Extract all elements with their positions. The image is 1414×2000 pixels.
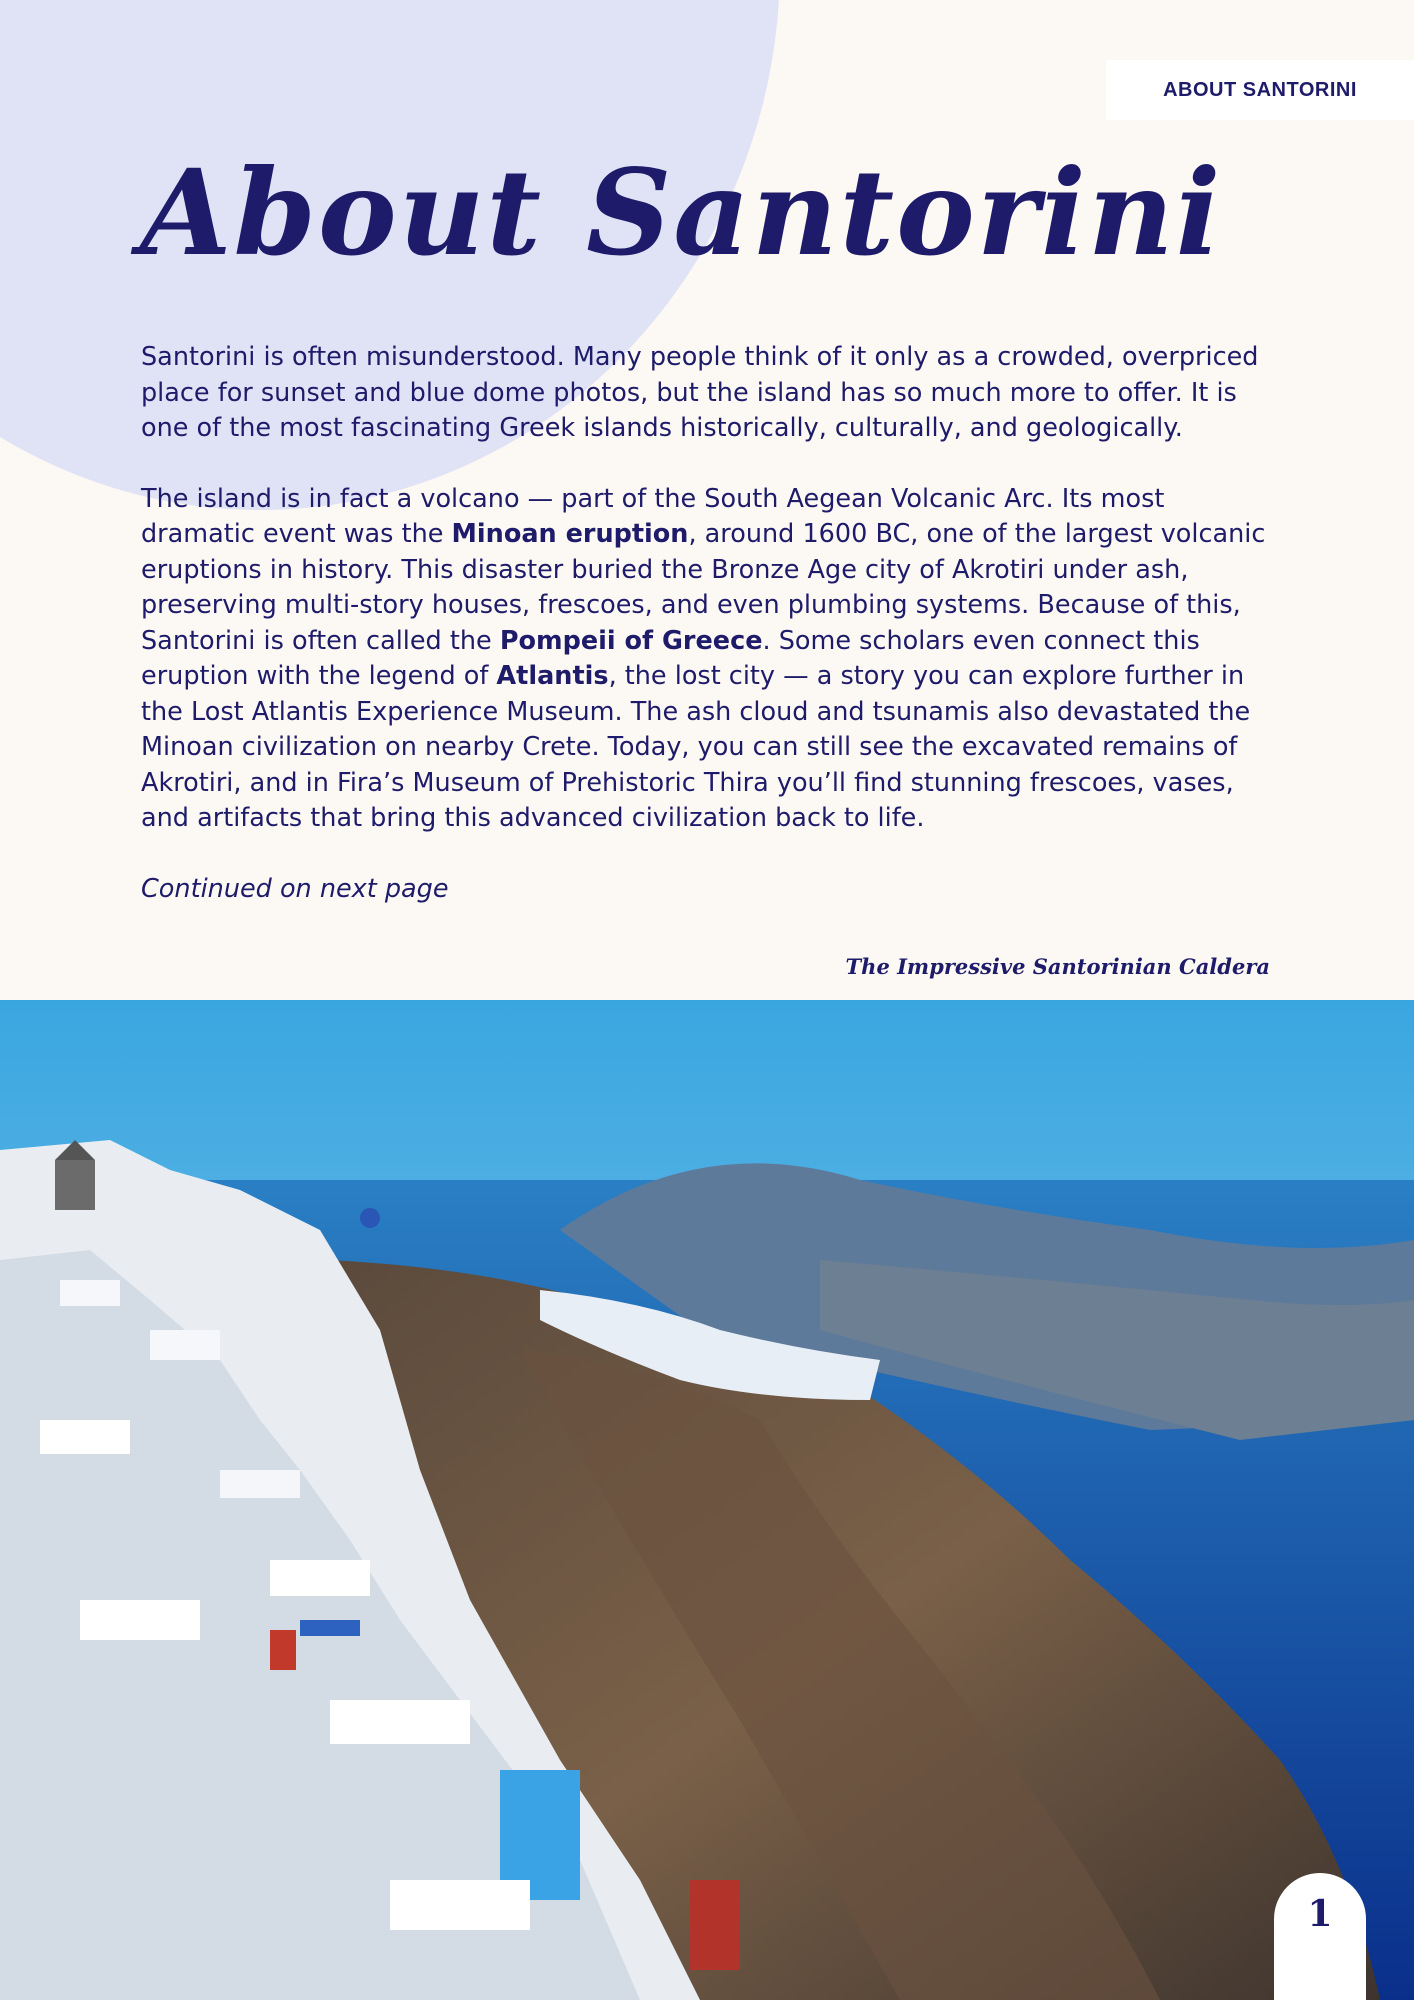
page-number: 1: [1307, 1893, 1333, 1935]
page-title: About Santorini: [140, 143, 1223, 282]
paragraph-intro: Santorini is often misunderstood. Many people think of it only as a crowded, overpriced place for sunset and blue dome photos, but the island has so much more to offer. It is one of the most fascinating Greek islands historically, culturally, and geologically.: [141, 342, 1259, 443]
caldera-illustration: [0, 1000, 1414, 2000]
page-number-tab: [1274, 1873, 1366, 2000]
text-run: , around 1600 BC, one of the largest volcanic eruptions in history. This disaster buried the Bronze Age city of Akrotiri under ash, preserving multi-story houses, frescoes, and even plumbing systems. Because of this, Santorini is often called the: [141, 519, 1266, 656]
text-run: . Some scholars even connect this eruption with the legend of: [141, 625, 1200, 691]
bold-term-minoan-eruption: Minoan eruption: [451, 519, 689, 549]
paragraph-volcano: [141, 482, 1271, 837]
caldera-photo: [0, 1000, 1414, 2000]
photo-caption: The Impressive Santorinian Caldera: [845, 954, 1270, 979]
continued-note: Continued on next page: [141, 873, 449, 904]
article-body: [141, 340, 1271, 942]
bold-term-atlantis: Atlantis: [496, 661, 609, 691]
text-run: , the lost city — a story you can explore further in the Lost Atlantis Experience Museum. The ash cloud and tsunamis also devastated the Minoan civilization on nearby Crete. Today, you can still see the excavated remains of Akrotiri, and in Fira’s Museum of Prehistoric Thira you’ll find stunning frescoes, vases, and artifacts that bring this advanced civilization back to life.: [141, 661, 1251, 833]
text-run: The island is in fact a volcano — part of the South Aegean Volcanic Arc. Its most dramatic event was the: [141, 483, 1165, 549]
section-tab-label: ABOUT SANTORINI: [1163, 78, 1357, 101]
section-tab: [1106, 60, 1414, 120]
bold-term-pompeii: Pompeii of Greece: [499, 625, 763, 656]
